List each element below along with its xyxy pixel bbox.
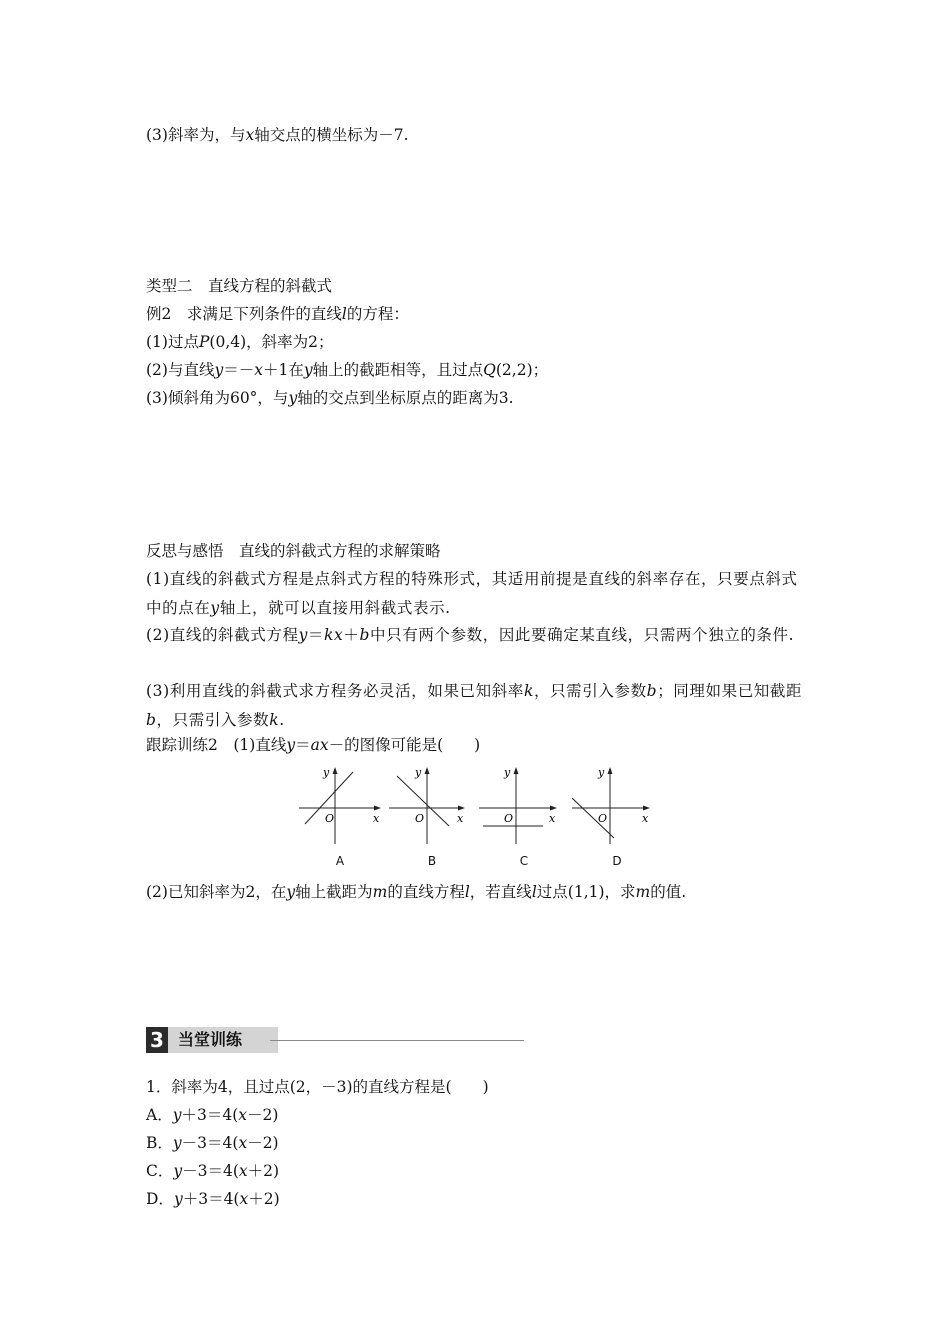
type2-heading: 类型二 直线方程的斜截式 [146,277,333,295]
option-b [146,1133,279,1153]
graph-d-line [572,798,614,838]
example2-text: 例2 求满足下列条件的直线 [146,305,342,323]
part2-var-y2: y [303,361,313,379]
option-d-label: D． [146,1190,174,1208]
r3-var-k: k [523,682,534,700]
part1-var-p: P [198,333,210,351]
option-c-var-y: y [173,1162,183,1180]
t2-c: 的直线方程 [387,883,465,901]
example2-part1 [146,332,334,352]
section-3-header [146,1027,526,1055]
q3-tail: 轴交点的横坐标为－7. [254,126,409,144]
question-1-stem: 1．斜率为4，且过点(2，－3)的直线方程是( ) [146,1078,489,1096]
graph-d-y-arrow [608,767,613,774]
option-b-var-x: x [238,1134,248,1152]
t2-var-m: m [372,883,388,901]
graph-d-plot [572,762,662,854]
t2-f: 的值. [650,883,687,901]
r2-var-y: y [298,626,308,644]
part3-var-y: y [288,389,298,407]
t1-var-y: y [286,736,296,754]
r3-a: (3)利用直线的斜截式求方程务必灵活，如果已知斜率 [146,682,524,700]
part2-var-x: x [254,361,263,379]
graph-a-x-arrow [374,806,381,811]
option-c-rhs: ＋2) [247,1162,280,1180]
graph-a-x-label: x [373,812,380,825]
t2-d: ，若直线 [469,883,532,901]
example2-var-l: l [341,305,347,323]
graph-b [387,762,477,874]
t2-a: (2)已知斜率为2，在 [146,883,287,901]
t2-var-l2: l [531,883,537,901]
q3-var-x: x [245,126,255,144]
r2-var-b: b [359,626,371,644]
option-a-lhs: ＋3＝4( [181,1106,239,1124]
graph-d-x-label: x [642,812,649,825]
graph-b-y-label: y [415,766,422,779]
r1-var-y: y [210,599,220,617]
option-d [146,1189,280,1209]
option-a-var-y: y [172,1106,182,1124]
t2-e: 过点(1,1)，求 [536,883,636,901]
answer-graphs [290,762,670,874]
example2-stem [146,304,409,324]
section-number-badge: 3 [146,1027,168,1053]
option-a [146,1105,278,1125]
graph-c [479,762,569,874]
graph-b-x-label: x [457,812,464,825]
t1-a: 跟踪训练2 (1)直线 [146,736,287,754]
r2-var-kx: kx [324,626,344,644]
option-b-label: B． [146,1134,173,1152]
option-a-rhs: －2) [247,1106,279,1124]
graph-a [295,762,385,874]
r3-var-k2: k [269,711,280,729]
graph-c-origin: O [504,812,514,825]
graph-a-origin: O [325,812,335,825]
graph-b-plot [387,762,477,854]
option-a-label: A． [146,1106,173,1124]
graph-c-y-arrow [514,767,519,774]
reflection-point-2 [146,621,810,650]
part3-tail: 轴的交点到坐标原点的距离为3. [297,389,514,407]
option-b-rhs: －2) [247,1134,279,1152]
t2-var-m2: m [635,883,651,901]
reflection-point-3 [146,677,810,735]
graph-c-plot [479,762,569,854]
example2-part2 [146,360,548,380]
graph-b-y-arrow [425,767,430,774]
r3-e: . [279,711,285,729]
option-d-var-y: y [173,1190,183,1208]
graph-d [572,762,662,874]
graph-c-label: C [519,854,529,868]
r2-a: (2)直线的斜截式方程 [146,626,299,644]
part3-pre: (3)倾斜角为60°，与 [146,389,289,407]
graph-a-label: A [335,854,345,868]
part2-mid: ＝－ [223,361,255,379]
graph-a-y-label: y [323,766,330,779]
part2-mid2: ＋1在 [263,361,304,379]
option-c-label: C． [146,1162,174,1180]
graph-c-y-label: y [504,766,511,779]
option-c [146,1161,279,1181]
graph-a-y-arrow [333,767,338,774]
graph-d-origin: O [598,812,608,825]
graph-c-x-label: x [549,812,556,825]
graph-c-x-arrow [550,806,557,811]
part2-pre: (2)与直线 [146,361,215,379]
r3-b: ，只需引入参数 [533,682,647,700]
training2-part2 [146,882,686,902]
training2-part1 [146,735,480,755]
t2-var-y: y [286,883,296,901]
r2-b: ＝ [307,626,325,644]
option-d-rhs: ＋2) [248,1190,280,1208]
graph-d-y-label: y [598,766,605,779]
option-d-var-x: x [239,1190,249,1208]
section-title: 当堂训练 [168,1027,278,1053]
part1-pre: (1)过点 [146,333,199,351]
t2-b: 轴上截距为 [295,883,373,901]
r3-var-b2: b [146,711,157,729]
section-divider [270,1040,524,1041]
q3-text: (3)斜率为，与 [146,126,246,144]
option-c-lhs: －3＝4( [182,1162,239,1180]
r3-c: ；同理如果已知截距 [657,682,803,700]
reflection-point-1 [146,565,810,623]
example2-tail: 的方程： [346,305,409,323]
part2-var-y: y [214,361,224,379]
graph-b-origin: O [415,812,425,825]
option-b-lhs: －3＝4( [181,1134,239,1152]
question-3-slope [146,125,409,145]
part2-tail: (2,2)； [495,361,549,379]
t1-var-ax: ax [310,736,329,754]
graph-d-x-arrow [643,806,650,811]
t2-var-l: l [464,883,470,901]
graph-b-label: B [427,854,437,868]
graph-b-x-arrow [458,806,465,811]
part1-tail: (0,4)，斜率为2； [209,333,334,351]
r1-a: (1)直线的斜截式方程是点斜式方程的特殊形式，其适用前提是直线的斜率存在，只要点斜式中的点在 [146,570,798,617]
graph-d-label: D [612,854,622,868]
r3-var-b: b [646,682,658,700]
part2-mid3: 轴上的截距相等，且过点 [312,361,484,379]
part2-var-q: Q [483,361,496,379]
option-a-var-x: x [238,1106,247,1124]
graph-a-plot [295,762,385,854]
r3-d: ，只需引入参数 [156,711,270,729]
r1-b: 轴上，就可以直接用斜截式表示. [219,599,451,617]
t1-c: －的图像可能是( ) [328,736,481,754]
t1-b: ＝ [295,736,311,754]
r2-c: ＋ [343,626,360,644]
reflection-heading: 反思与感悟 直线的斜截式方程的求解策略 [146,542,441,560]
example2-part3 [146,388,514,408]
r2-d: 中只有两个参数，因此要确定某直线，只需两个独立的条件. [370,626,795,644]
option-d-lhs: ＋3＝4( [182,1190,240,1208]
option-b-var-y: y [172,1134,182,1152]
option-c-var-x: x [238,1162,248,1180]
